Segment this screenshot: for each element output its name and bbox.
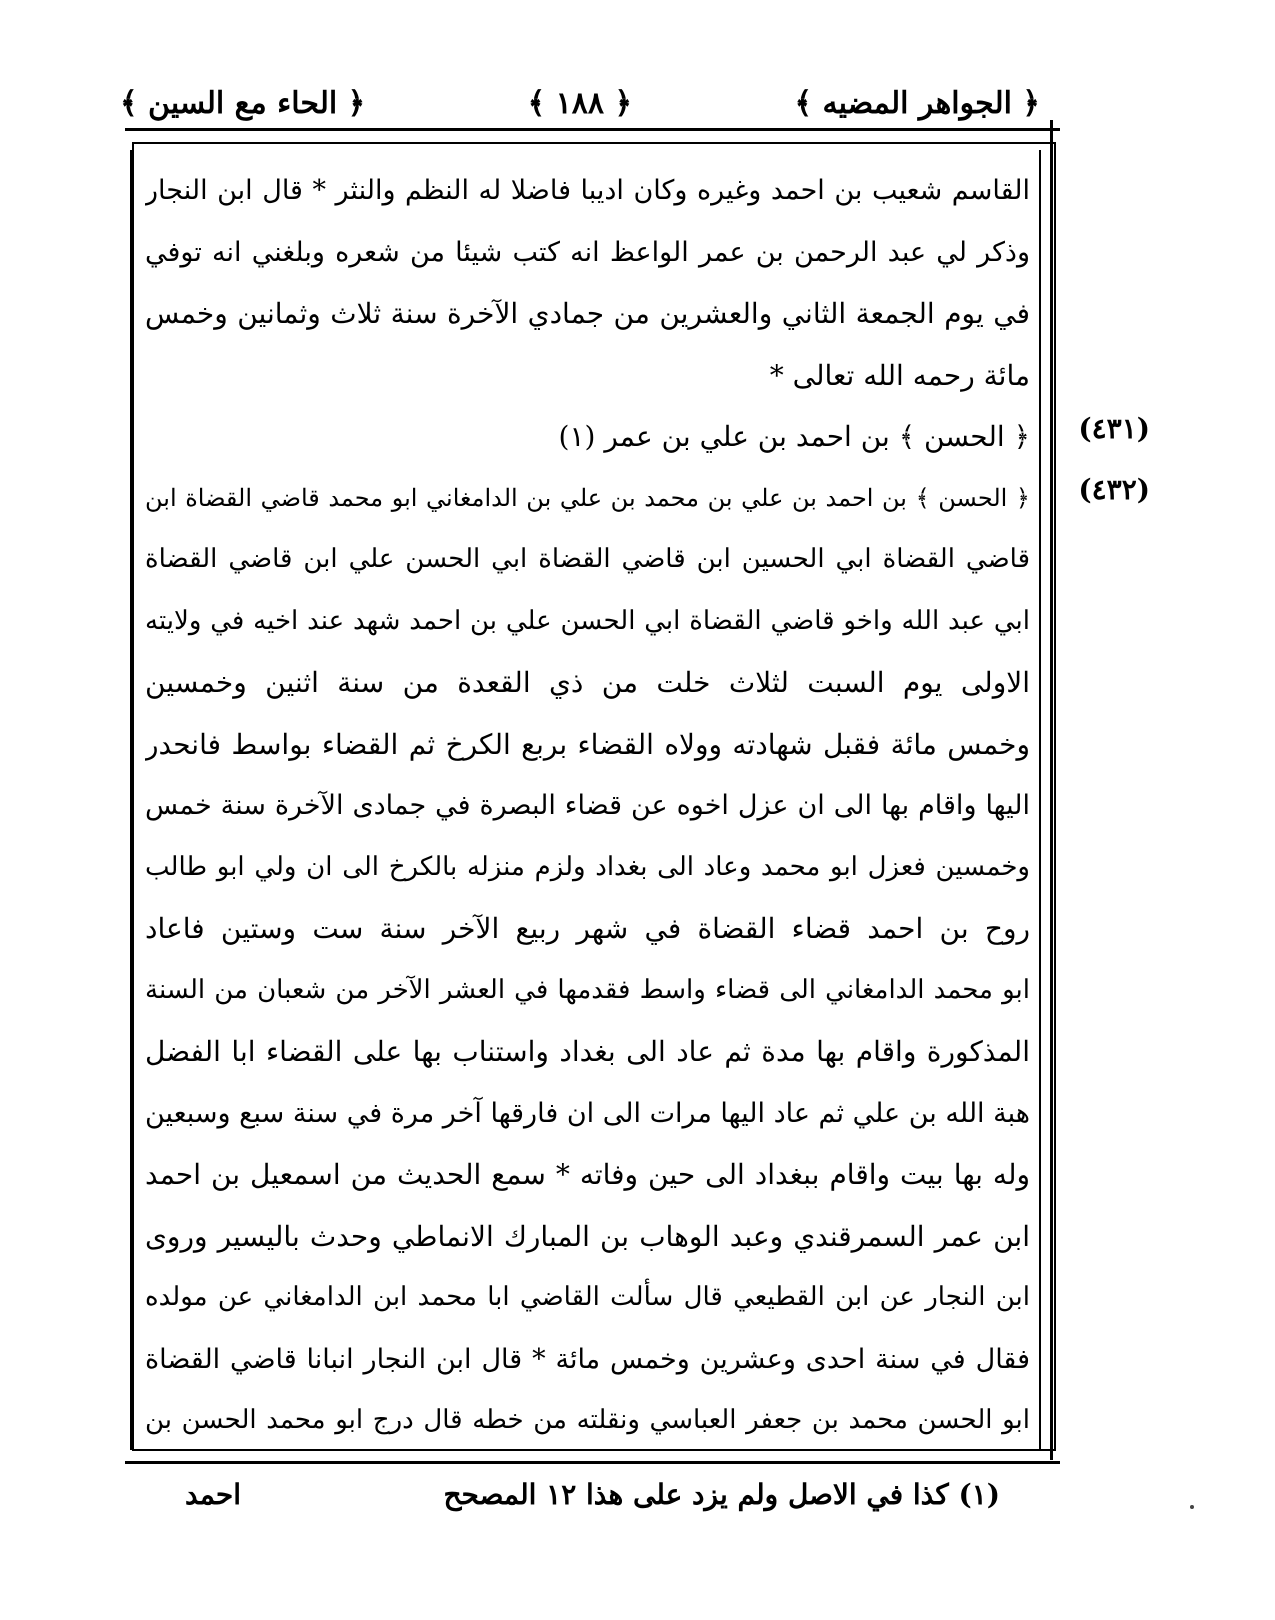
text-line: ﴿ الحسن ﴾ بن احمد بن علي بن محمد بن علي بن الدامغاني ابو محمد قاضي القضاة ابن bbox=[145, 483, 1030, 512]
text-line: ابو الحسن محمد بن جعفر العباسي ونقلته من خطه قال درج ابو محمد الحسن بن bbox=[145, 1405, 1030, 1435]
entry-number-432: (٤٣٢) bbox=[1078, 473, 1150, 506]
text-line: وخمس مائة فقبل شهادته وولاه القضاء بربع الكرخ ثم القضاء بواسط فانحدر bbox=[145, 727, 1030, 761]
text-line: ابو محمد الدامغاني الى قضاء واسط فقدمها في العشر الآخر من شعبان من السنة bbox=[145, 974, 1030, 1005]
main-text bbox=[145, 160, 1030, 1452]
text-line: فقال في سنة احدى وعشرين وخمس مائة * قال ابن النجار انبانا قاضي القضاة bbox=[145, 1343, 1030, 1375]
text-line: اليها واقام بها الى ان عزل اخوه عن قضاء البصرة في جمادى الآخرة سنة خمس bbox=[145, 790, 1030, 821]
text-line: روح بن احمد قضاء القضاة في شهر ربيع الآخر سنة ست وستين فاعاد bbox=[145, 912, 1030, 945]
text-line: هبة الله بن علي ثم عاد اليها مرات الى ان فارقها آخر مرة في سنة سبع وسبعين bbox=[145, 1097, 1030, 1129]
margin-rule-inner bbox=[1039, 150, 1041, 1450]
catchword: احمد bbox=[185, 1478, 241, 1511]
footnote-divider bbox=[125, 1462, 1060, 1464]
text-line: ﴿ الحسن ﴾ بن احمد بن علي بن عمر (١) bbox=[558, 420, 1030, 453]
header-page-number: ﴿ ١٨٨ ﴾ bbox=[527, 85, 633, 121]
text-line: الاولى يوم السبت لثلاث خلت من ذي القعدة من سنة اثنين وخمسين bbox=[145, 666, 1030, 699]
margin-rule-left bbox=[130, 150, 132, 1450]
header-book-title: ﴿ الجواهر المضيه ﴾ bbox=[794, 85, 1040, 121]
text-line: القاسم شعيب بن احمد وغيره وكان اديبا فاضلا له النظم والنثر * قال ابن النجار bbox=[145, 175, 1030, 206]
entry-number-431: (٤٣١) bbox=[1078, 412, 1150, 445]
page-header bbox=[120, 78, 1040, 128]
text-line: وذكر لي عبد الرحمن بن عمر الواعظ انه كتب شيئا من شعره وبلغني انه توفي bbox=[145, 236, 1030, 268]
margin-rule-outer bbox=[1050, 120, 1053, 1460]
text-line: قاضي القضاة ابي الحسين ابن قاضي القضاة ابي الحسن علي ابن قاضي القضاة bbox=[145, 544, 1030, 574]
text-line: ابن النجار عن ابن القطيعي قال سألت القاضي ابا محمد ابن الدامغاني عن مولده bbox=[145, 1282, 1030, 1312]
text-line: المذكورة واقام بها مدة ثم عاد الى بغداد واستناب بها على القضاء ابا الفضل bbox=[145, 1035, 1030, 1068]
text-line: ابي عبد الله واخو قاضي القضاة ابي الحسن علي بن احمد شهد عند اخيه في ولايته bbox=[145, 605, 1030, 636]
header-section-title: ﴿ الحاء مع السين ﴾ bbox=[120, 85, 366, 121]
text-line: مائة رحمه الله تعالى * bbox=[769, 358, 1030, 392]
footnote: (١) كذا في الاصل ولم يزد على هذا ١٢ المصحح bbox=[443, 1478, 1000, 1511]
text-line: وله بها بيت واقام ببغداد الى حين وفاته * سمع الحديث من اسمعيل بن احمد bbox=[145, 1158, 1030, 1191]
text-line: ابن عمر السمرقندي وعبد الوهاب بن المبارك الانماطي وحدث باليسير وروى bbox=[145, 1219, 1030, 1253]
scan-speck bbox=[1190, 1505, 1194, 1509]
text-line: في يوم الجمعة الثاني والعشرين من جمادي الآخرة سنة ثلاث وثمانين وخمس bbox=[145, 297, 1030, 330]
text-line: وخمسين فعزل ابو محمد وعاد الى بغداد ولزم منزله بالكرخ الى ان ولي ابو طالب bbox=[145, 851, 1030, 882]
